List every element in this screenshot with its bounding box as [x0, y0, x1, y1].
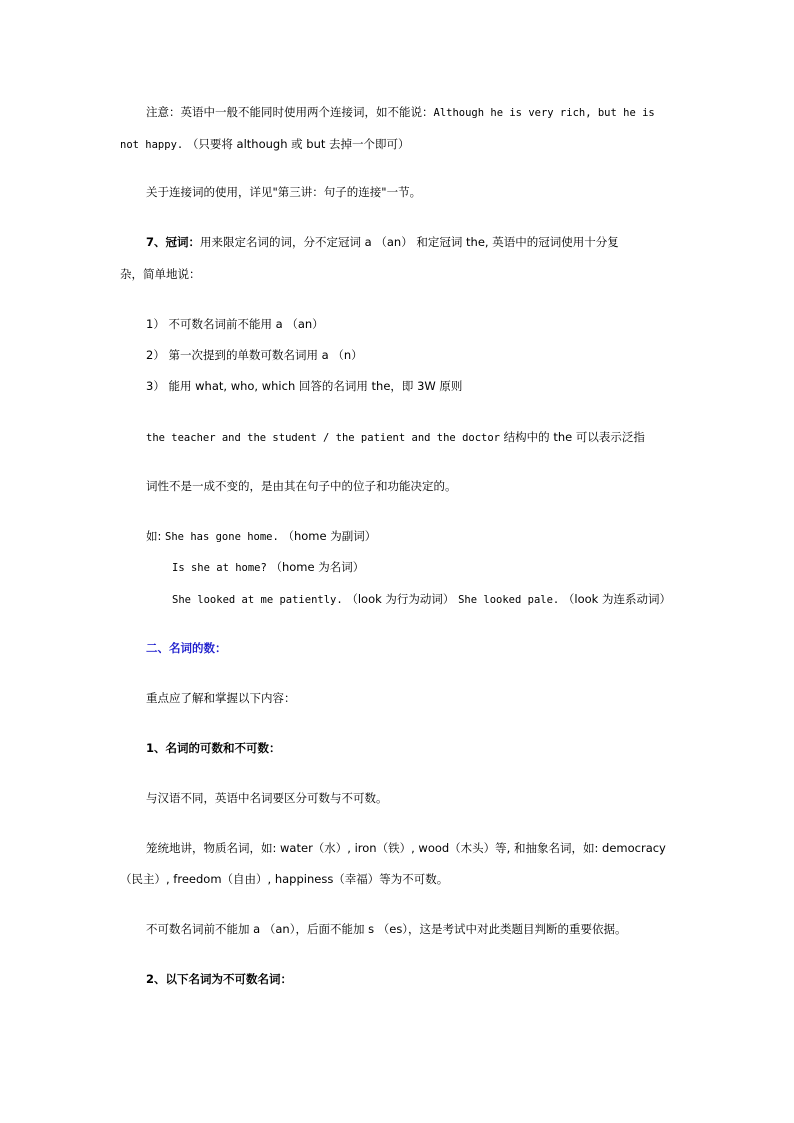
section-heading: 二、名词的数：: [146, 641, 227, 655]
note-example: Although he is very rich, but he is: [433, 107, 655, 119]
example-sentence: She looked at me patiently.: [172, 594, 343, 606]
list-item: 3） 能用 what, who, which 回答的名词用 the，即 3W 原则: [146, 379, 463, 393]
example-annotation: （look 为连系动词）: [562, 592, 671, 606]
article-line-2: 杂，简单地说：: [120, 267, 201, 281]
generic-the-example: the teacher and the student / the patient and the doctor: [146, 432, 501, 444]
uncountable-line-1: 笼统地讲，物质名词，如: water（水）, iron（铁）, wood（木头）等, 和抽象名词，如: democracy: [146, 841, 666, 855]
article-line-1: [146, 234, 619, 250]
part-of-speech-note: 词性不是一成不变的，是由其在句子中的位子和功能决定的。: [146, 479, 457, 493]
uncountable-line-2: （民主）, freedom（自由）, happiness（幸福）等为不可数。: [120, 872, 449, 886]
note-hint: （只要将 although 或 but 去掉一个即可）: [186, 137, 410, 151]
article-heading: 7、冠词：: [146, 235, 201, 249]
note-text: 注意：英语中一般不能同时使用两个连接词，如不能说：: [146, 105, 434, 119]
example-annotation: （home 为名词）: [270, 560, 365, 574]
subsection-heading: 2、以下名词为不可数名词：: [146, 972, 293, 986]
generic-the-note: 结构中的 the 可以表示泛指: [503, 430, 645, 444]
list-item: 1） 不可数名词前不能用 a （an）: [146, 317, 324, 331]
example-sentence: Is she at home?: [172, 562, 267, 574]
example-sentence: She has gone home.: [165, 531, 279, 543]
conjunction-reference: 关于连接词的使用，详见"第三讲：句子的连接"一节。: [146, 185, 422, 199]
uncountable-rule: 不可数名词前不能加 a （an），后面不能加 s （es），这是考试中对此类题目判断的重要依据。: [146, 922, 627, 936]
example-line-1: [146, 528, 376, 544]
example-annotation: （home 为副词）: [282, 529, 377, 543]
note-line-2: [120, 136, 410, 152]
list-item: 2） 第一次提到的单数可数名词用 a （n）: [146, 348, 363, 362]
generic-the-line: [146, 429, 645, 445]
example-lead: 如:: [146, 529, 162, 543]
countable-intro: 与汉语不同，英语中名词要区分可数与不可数。: [146, 791, 388, 805]
example-sentence: She looked pale.: [458, 594, 560, 606]
note-example-end: not happy.: [120, 139, 184, 151]
example-line-3: [172, 591, 671, 607]
subsection-heading: 1、名词的可数和不可数：: [146, 741, 281, 755]
example-line-2: [172, 559, 364, 575]
section-intro: 重点应了解和掌握以下内容：: [146, 691, 296, 705]
example-annotation: （look 为行为动词）: [346, 592, 455, 606]
article-definition: 用来限定名词的词，分不定冠词 a （an） 和定冠词 the, 英语中的冠词使用十分复: [200, 235, 619, 249]
note-line-1: [146, 104, 655, 120]
